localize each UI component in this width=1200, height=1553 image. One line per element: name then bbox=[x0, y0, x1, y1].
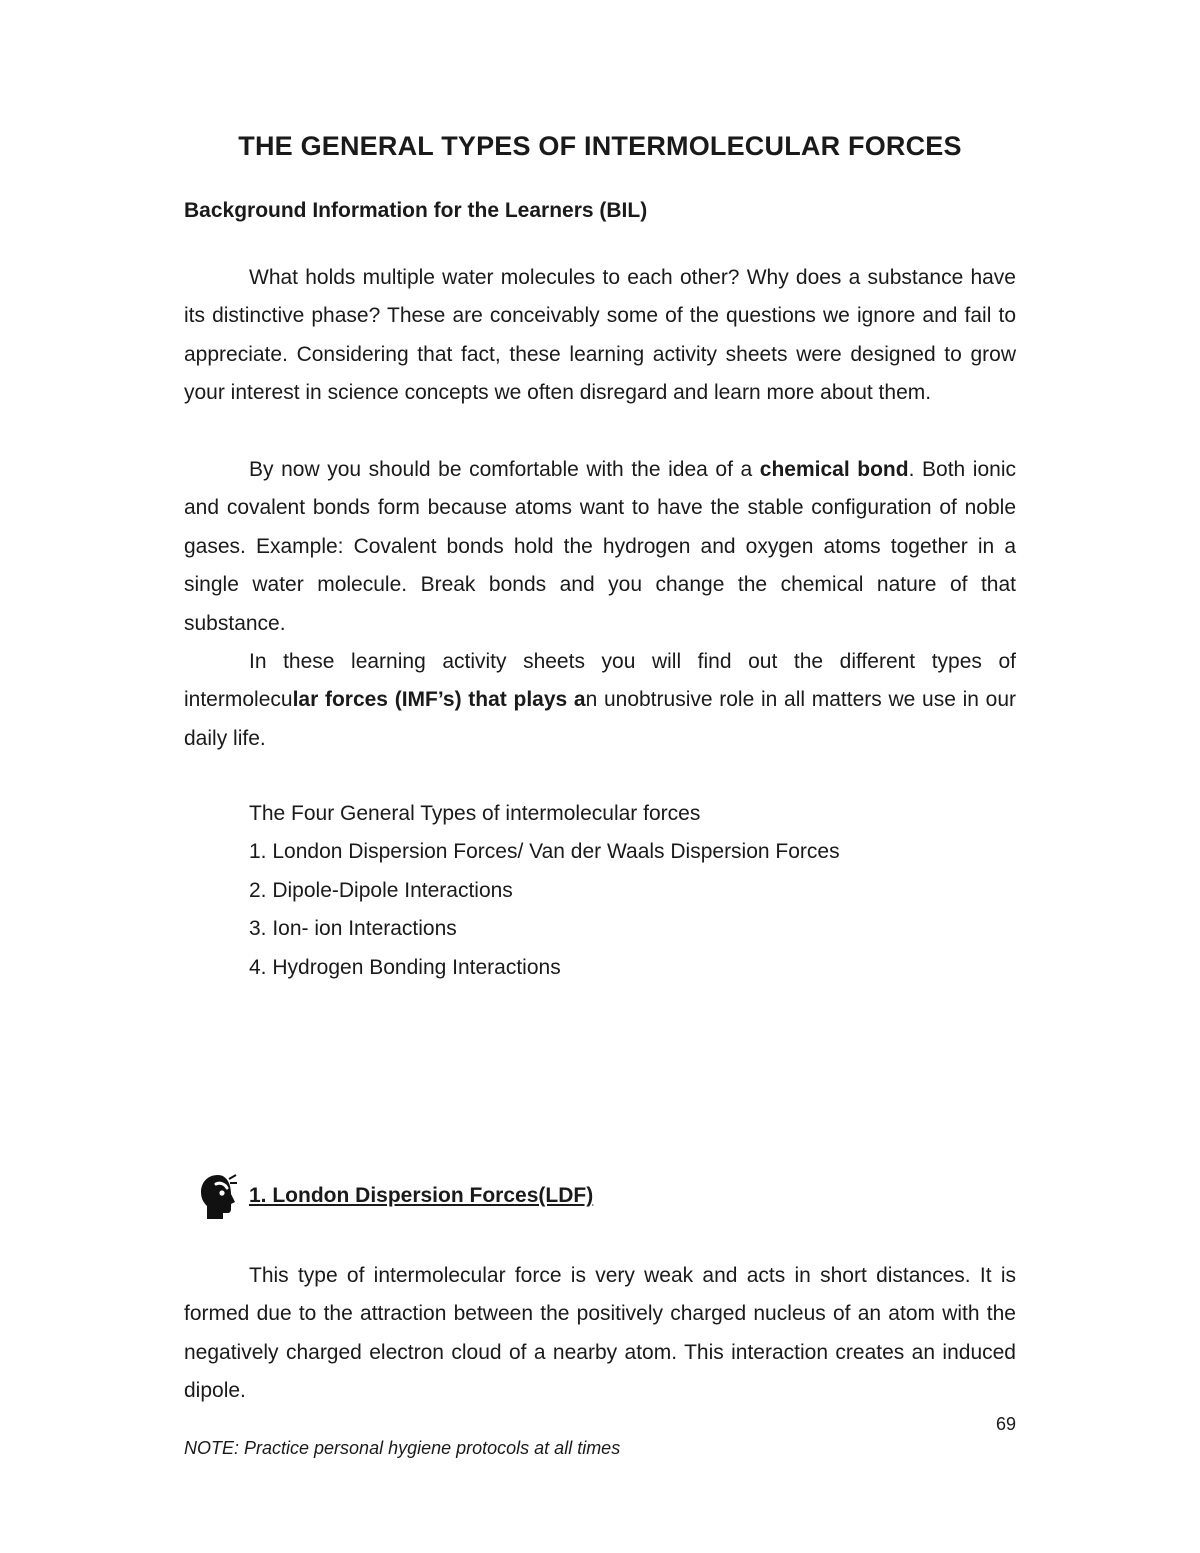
paragraph-text: By now you should be comfortable with the idea of a bbox=[249, 458, 760, 481]
page-number: 69 bbox=[995, 1414, 1016, 1434]
bold-term-imf: lar forces (IMF’s) that plays a bbox=[292, 688, 586, 712]
section-subheading: Background Information for the Learners (BIL) bbox=[184, 199, 648, 222]
list-item: 1. London Dispersion Forces/ Van der Waals Dispersion Forces bbox=[249, 840, 840, 864]
paragraph-text: In these learning activity sheets you will find out the different types of intermolecu bbox=[184, 650, 1016, 712]
paragraph-text: . Both ionic and covalent bonds form because atoms want to have the stable configuration of noble gases. Example: Covalent bonds hold the hydrogen and oxygen atoms together in a single water molecule. Break bonds and you change the chemical nature of that substance. bbox=[184, 458, 1016, 635]
section-title-ldf: 1. London Dispersion Forces(LDF) bbox=[249, 1184, 594, 1207]
list-item: 3. Ion- ion Interactions bbox=[249, 917, 457, 941]
paragraph-text: n unobtrusive role in all matters we use in our daily life. bbox=[184, 688, 1016, 750]
list-item: 2. Dipole-Dipole Interactions bbox=[249, 878, 513, 902]
page-title: THE GENERAL TYPES OF INTERMOLECULAR FORCES bbox=[238, 131, 962, 161]
list-heading: The Four General Types of intermolecular forces bbox=[249, 802, 701, 825]
list-item: 4. Hydrogen Bonding Interactions bbox=[249, 955, 561, 979]
paragraph-intro: What holds multiple water molecules to each other? Why does a substance have its distinctive phase? These are conceivably some of the questions we ignore and fail to appreciate. Considering that fact, these learning activity sheets were designed to grow your interest in science concepts we often disregard and learn more about them. bbox=[184, 266, 1016, 405]
paragraph-chemical-bond bbox=[184, 451, 1016, 643]
imf-types-list bbox=[249, 795, 840, 987]
footer-note: NOTE: Practice personal hygiene protocols at all times bbox=[184, 1438, 621, 1458]
paragraph-imf bbox=[184, 643, 1016, 758]
bold-term-chemical-bond: chemical bond bbox=[759, 458, 909, 481]
paragraph-ldf: This type of intermolecular force is very weak and acts in short distances. It is formed due to the attraction between the positively charged nucleus of an atom with the negatively charged electron cloud of a nearby atom. This interaction creates an induced dipole. bbox=[184, 1264, 1016, 1403]
thinking-head-icon bbox=[198, 1173, 238, 1221]
